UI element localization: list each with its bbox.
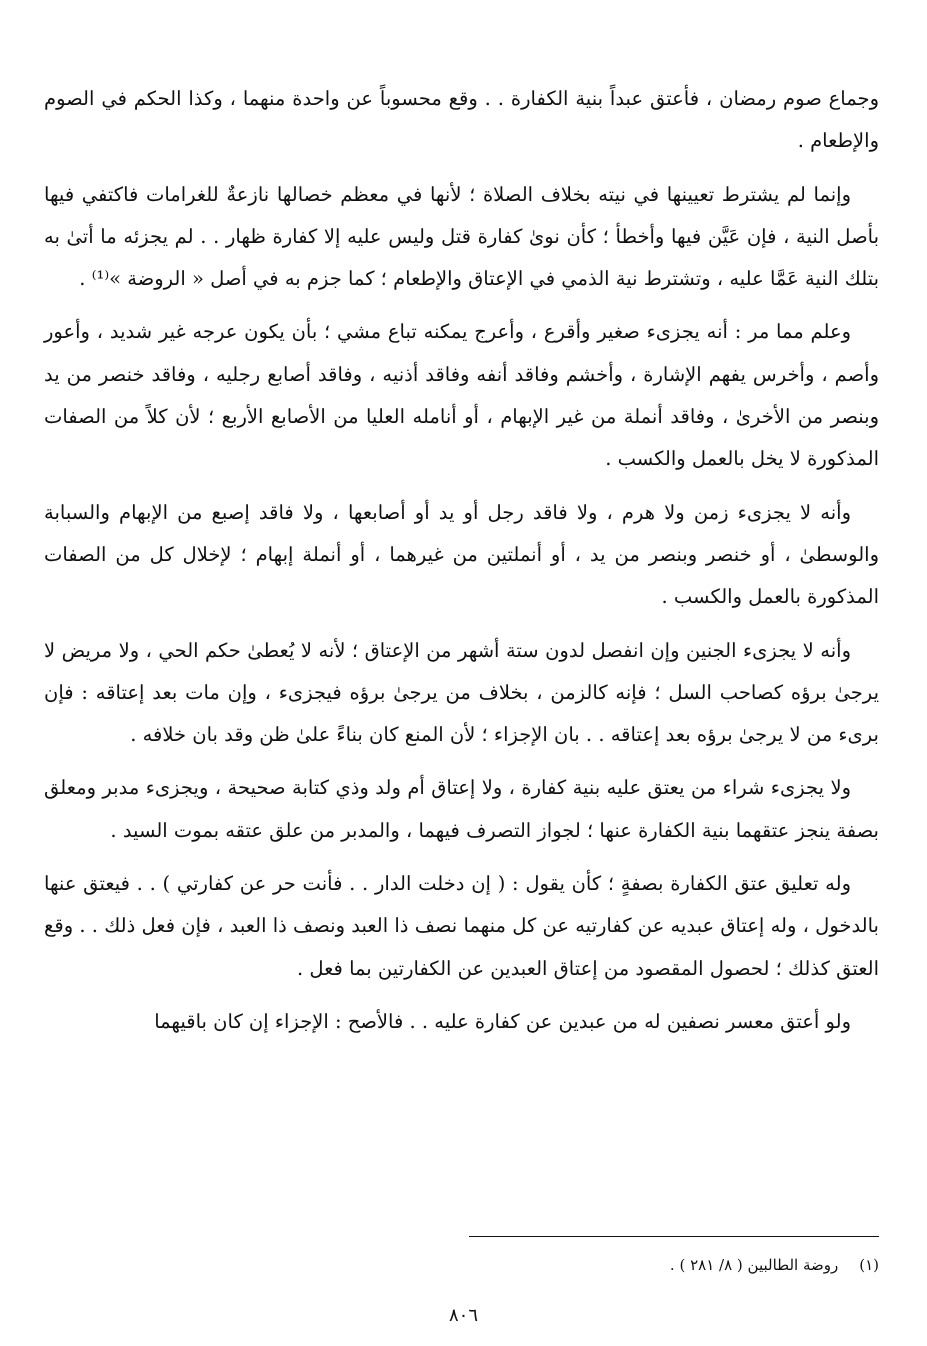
footnote [44, 1254, 879, 1276]
paragraph-8: ولو أعتق معسر نصفين له من عبدين عن كفارة عليه . . فالأصح : الإجزاء إن كان باقيهما [154, 1009, 851, 1033]
page-number: ٨٠٦ [448, 1305, 478, 1326]
paragraph-3: وعلم مما مر : أنه يجزىء صغير وأقرع ، وأعرج يمكنه تباع مشي ؛ بأن يكون عرجه غير شديد ، وأعور وأصم ، وأخرس يفهم الإشارة ، وأخشم وفاقد أنفه وفاقد أذنيه ، وفاقد أصابع رجليه ، وفاقد خنصر من يد وبنصر من الأخرىٰ ، وفاقد أنملة من غير الإبهام ، أو أنامله العليا من الأصابع الأربع ؛ لأن كلاً من الصفات المذكورة لا يخل بالعمل والكسب . [44, 320, 879, 471]
paragraph-1: وجماع صوم رمضان ، فأعتق عبداً بنية الكفارة . . وقع محسوباً عن واحدة منهما ، وكذا الحكم في الصوم والإطعام . [44, 87, 879, 153]
paragraph-2: وإنما لم يشترط تعيينها في نيته بخلاف الصلاة ؛ لأنها في معظم خصالها نازعةٌ للغرامات فاكتفي فيها بأصل النية ، فإن عَيَّن فيها وأخطأ ؛ كأن نوىٰ كفارة قتل وليس عليه إلا كفارة ظهار . . لم يجزئه ما أتىٰ به بتلك النية عَمَّا عليه ، وتشترط نية الذمي في الإعتاق والإطعام ؛ كما جزم به في أصل « الروضة »⁽¹⁾ . [44, 182, 879, 291]
footnote-divider [469, 1236, 879, 1237]
footnote-number: (١) [859, 1256, 879, 1274]
paragraph-4: وأنه لا يجزىء زمن ولا هرم ، ولا فاقد رجل أو يد أو أصابعها ، ولا فاقد إصبع من الإبهام والسبابة والوسطىٰ ، أو خنصر وبنصر من يد ، أو أنملتين من غيرهما ، أو أنملة إبهام ؛ لإخلال كل من الصفات المذكورة بالعمل والكسب . [44, 500, 879, 609]
paragraph-5: وأنه لا يجزىء الجنين وإن انفصل لدون ستة أشهر من الإعتاق ؛ لأنه لا يُعطىٰ حكم الحي ، ولا مريض لا يرجىٰ برؤه كصاحب السل ؛ فإنه كالزمن ، بخلاف من يرجىٰ برؤه فيجزىء ، وإن مات بعد إعتاقه : فإن برىء من لا يرجىٰ برؤه بعد إعتاقه . . بان الإجزاء ؛ لأن المنع كان بناءً علىٰ ظن وقد بان خلافه . [44, 638, 879, 747]
paragraph-7: وله تعليق عتق الكفارة بصفةٍ ؛ كأن يقول : ( إن دخلت الدار . . فأنت حر عن كفارتي ) . . فيعتق عنها بالدخول ، وله إعتاق عبديه عن كفارتيه عن كل منهما نصف ذا العبد ونصف ذا العبد ، فإن فعل ذلك . . وقع العتق كذلك ؛ لحصول المقصود من إعتاق العبدين عن الكفارتين بما فعل . [44, 872, 879, 980]
page-body [44, 78, 879, 1054]
paragraph-6: ولا يجزىء شراء من يعتق عليه بنية كفارة ، ولا إعتاق أم ولد وذي كتابة صحيحة ، ويجزىء مدبر ومعلق بصفة ينجز عتقهما بنية الكفارة عنها ؛ لجواز التصرف فيهما ، والمدبر من علق عتقه بموت السيد . [44, 776, 879, 842]
footnote-text: روضة الطالبين ( ٨/ ٢٨١ ) . [669, 1256, 839, 1274]
